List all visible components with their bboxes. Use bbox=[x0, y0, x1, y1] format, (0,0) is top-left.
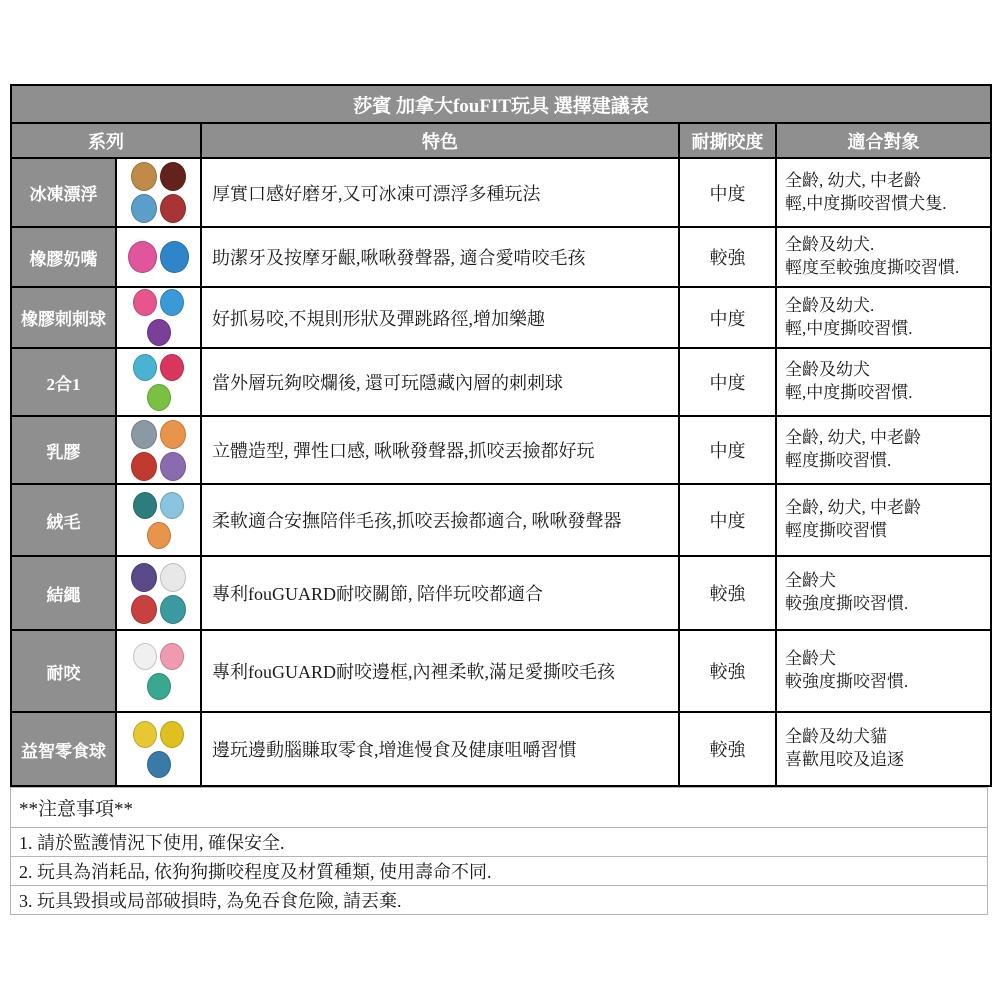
target-line: 全齡及幼犬. bbox=[785, 295, 875, 315]
feature-cell: 當外層玩夠咬爛後, 還可玩隱藏內層的刺刺球 bbox=[201, 348, 679, 416]
series-cell: 冰凍漂浮 bbox=[11, 158, 116, 227]
series-cell: 橡膠刺刺球 bbox=[11, 287, 116, 348]
target-line: 全齡, 幼犬, 中老齡 bbox=[785, 428, 921, 448]
feature-cell: 厚實口感好磨牙,又可冰凍可漂浮多種玩法 bbox=[201, 158, 679, 227]
table-row bbox=[11, 630, 991, 712]
target-line: 輕,中度撕咬習慣. bbox=[785, 383, 913, 402]
toy-shape bbox=[160, 595, 186, 624]
target-line: 全齡及幼犬. bbox=[785, 235, 875, 255]
feature-cell: 專利fouGUARD耐咬關節, 陪伴玩咬都適合 bbox=[201, 556, 679, 630]
table-row bbox=[11, 484, 991, 556]
target-line: 喜歡甩咬及追逐 bbox=[785, 750, 904, 769]
toy-shape bbox=[133, 289, 157, 316]
toy-shape bbox=[131, 595, 157, 624]
col-header-durability: 耐撕咬度 bbox=[679, 123, 776, 158]
toy-shape bbox=[131, 563, 157, 592]
target-line: 輕度撕咬習慣 bbox=[785, 521, 887, 540]
toy-shape bbox=[160, 452, 186, 481]
toy-shape bbox=[147, 319, 171, 346]
toy-shape bbox=[147, 673, 171, 700]
table-body bbox=[11, 158, 991, 786]
toy-shape bbox=[133, 721, 157, 748]
table-row bbox=[11, 287, 991, 348]
series-cell: 益智零食球 bbox=[11, 712, 116, 786]
durability-cell: 中度 bbox=[679, 348, 776, 416]
durability-cell: 較強 bbox=[679, 227, 776, 287]
table-title: 莎賓 加拿大fouFIT玩具 選擇建議表 bbox=[11, 85, 991, 123]
toy-shape bbox=[160, 194, 186, 223]
col-header-series: 系列 bbox=[11, 123, 201, 158]
toy-shape bbox=[147, 384, 171, 411]
target-line: 全齡, 幼犬, 中老齡 bbox=[785, 170, 921, 190]
target-cell bbox=[776, 556, 991, 630]
table-row bbox=[11, 556, 991, 630]
note-item: 3. 玩具毀損或局部破損時, 為免吞食危險, 請丟棄. bbox=[10, 885, 988, 915]
target-cell bbox=[776, 484, 991, 556]
toy-shape bbox=[160, 354, 184, 381]
target-cell bbox=[776, 712, 991, 786]
durability-cell: 較強 bbox=[679, 556, 776, 630]
durability-cell: 中度 bbox=[679, 287, 776, 348]
toy-shape bbox=[160, 563, 186, 592]
target-line: 輕,中度撕咬習慣. bbox=[785, 318, 913, 338]
target-cell bbox=[776, 416, 991, 484]
toy-shape bbox=[160, 241, 189, 273]
series-cell: 橡膠奶嘴 bbox=[11, 227, 116, 287]
target-line: 輕度撕咬習慣. bbox=[785, 451, 892, 470]
target-line: 全齡及幼犬 bbox=[785, 360, 870, 380]
toy-shape bbox=[133, 643, 157, 670]
rope-animal-toys-photo bbox=[121, 563, 197, 624]
latex-animal-toys-photo bbox=[121, 420, 197, 481]
treat-ball-toys-photo bbox=[121, 721, 197, 778]
toy-shape bbox=[131, 162, 157, 191]
toy-shape bbox=[133, 492, 157, 519]
series-cell: 2合1 bbox=[11, 348, 116, 416]
product-photo-cell bbox=[116, 348, 201, 416]
recommendation-sheet bbox=[10, 84, 990, 915]
product-photo-cell bbox=[116, 556, 201, 630]
toy-shape bbox=[160, 643, 184, 670]
target-line: 輕度至較強度撕咬習慣. bbox=[785, 258, 960, 277]
durability-cell: 中度 bbox=[679, 484, 776, 556]
feature-cell: 柔軟適合安撫陪伴毛孩,抓咬丟撿都適合, 啾啾發聲器 bbox=[201, 484, 679, 556]
toy-shape bbox=[160, 420, 186, 449]
table-row bbox=[11, 416, 991, 484]
plush-dino-toys-photo bbox=[121, 492, 197, 549]
toy-shape bbox=[160, 289, 184, 316]
target-line: 全齡犬 bbox=[785, 571, 836, 591]
feature-cell: 好抓易咬,不規則形狀及彈跳路徑,增加樂趣 bbox=[201, 287, 679, 348]
toy-shape bbox=[131, 420, 157, 449]
series-cell: 耐咬 bbox=[11, 630, 116, 712]
product-photo-cell bbox=[116, 416, 201, 484]
durability-cell: 中度 bbox=[679, 416, 776, 484]
series-cell: 結繩 bbox=[11, 556, 116, 630]
target-line: 全齡, 幼犬, 中老齡 bbox=[785, 498, 921, 518]
note-item: 1. 請於監護情況下使用, 確保安全. bbox=[10, 827, 988, 857]
toy-shape bbox=[147, 522, 171, 549]
table-row bbox=[11, 712, 991, 786]
target-line: 較強度撕咬習慣. bbox=[785, 672, 909, 691]
table-header-row bbox=[11, 123, 991, 158]
series-cell: 絨毛 bbox=[11, 484, 116, 556]
target-cell bbox=[776, 630, 991, 712]
product-photo-cell bbox=[116, 630, 201, 712]
durable-unicorn-flamingo-toys-photo bbox=[121, 643, 197, 700]
toy-shape bbox=[128, 241, 157, 273]
target-line: 輕,中度撕咬習慣犬隻. bbox=[785, 193, 947, 213]
product-photo-cell bbox=[116, 484, 201, 556]
toy-shape bbox=[160, 492, 184, 519]
feature-cell: 立體造型, 彈性口感, 啾啾發聲器,抓咬丟撿都好玩 bbox=[201, 416, 679, 484]
durability-cell: 較強 bbox=[679, 712, 776, 786]
toy-shape bbox=[160, 162, 186, 191]
product-photo-cell bbox=[116, 158, 201, 227]
target-line: 全齡犬 bbox=[785, 649, 836, 669]
product-table bbox=[10, 84, 992, 787]
feature-cell: 邊玩邊動腦賺取零食,增進慢食及健康咀嚼習慣 bbox=[201, 712, 679, 786]
frozen-float-toys-photo bbox=[121, 162, 197, 223]
toy-shape bbox=[147, 751, 171, 778]
durability-cell: 較強 bbox=[679, 630, 776, 712]
toy-shape bbox=[131, 452, 157, 481]
col-header-feature: 特色 bbox=[201, 123, 679, 158]
target-line: 全齡及幼犬貓 bbox=[785, 727, 887, 747]
target-cell bbox=[776, 158, 991, 227]
toy-shape bbox=[133, 354, 157, 381]
toy-shape bbox=[131, 194, 157, 223]
col-header-target: 適合對象 bbox=[776, 123, 991, 158]
target-line: 較強度撕咬習慣. bbox=[785, 594, 909, 613]
toy-shape bbox=[160, 721, 184, 748]
notes-section bbox=[10, 787, 988, 915]
table-row bbox=[11, 348, 991, 416]
two-in-one-dino-toys-photo bbox=[121, 354, 197, 411]
rubber-spiky-ball-toys-photo bbox=[121, 289, 197, 346]
feature-cell: 助潔牙及按摩牙齦,啾啾發聲器, 適合愛啃咬毛孩 bbox=[201, 227, 679, 287]
table-row bbox=[11, 227, 991, 287]
note-item: 2. 玩具為消耗品, 依狗狗撕咬程度及材質種類, 使用壽命不同. bbox=[10, 856, 988, 886]
product-photo-cell bbox=[116, 287, 201, 348]
product-photo-cell bbox=[116, 712, 201, 786]
series-cell: 乳膠 bbox=[11, 416, 116, 484]
product-photo-cell bbox=[116, 227, 201, 287]
table-row bbox=[11, 158, 991, 227]
target-cell bbox=[776, 227, 991, 287]
table-title-row bbox=[11, 85, 991, 123]
notes-heading: **注意事項** bbox=[10, 787, 988, 828]
target-cell bbox=[776, 287, 991, 348]
rubber-pacifier-toys-photo bbox=[121, 241, 197, 273]
feature-cell: 專利fouGUARD耐咬邊框,內裡柔軟,滿足愛撕咬毛孩 bbox=[201, 630, 679, 712]
durability-cell: 中度 bbox=[679, 158, 776, 227]
target-cell bbox=[776, 348, 991, 416]
